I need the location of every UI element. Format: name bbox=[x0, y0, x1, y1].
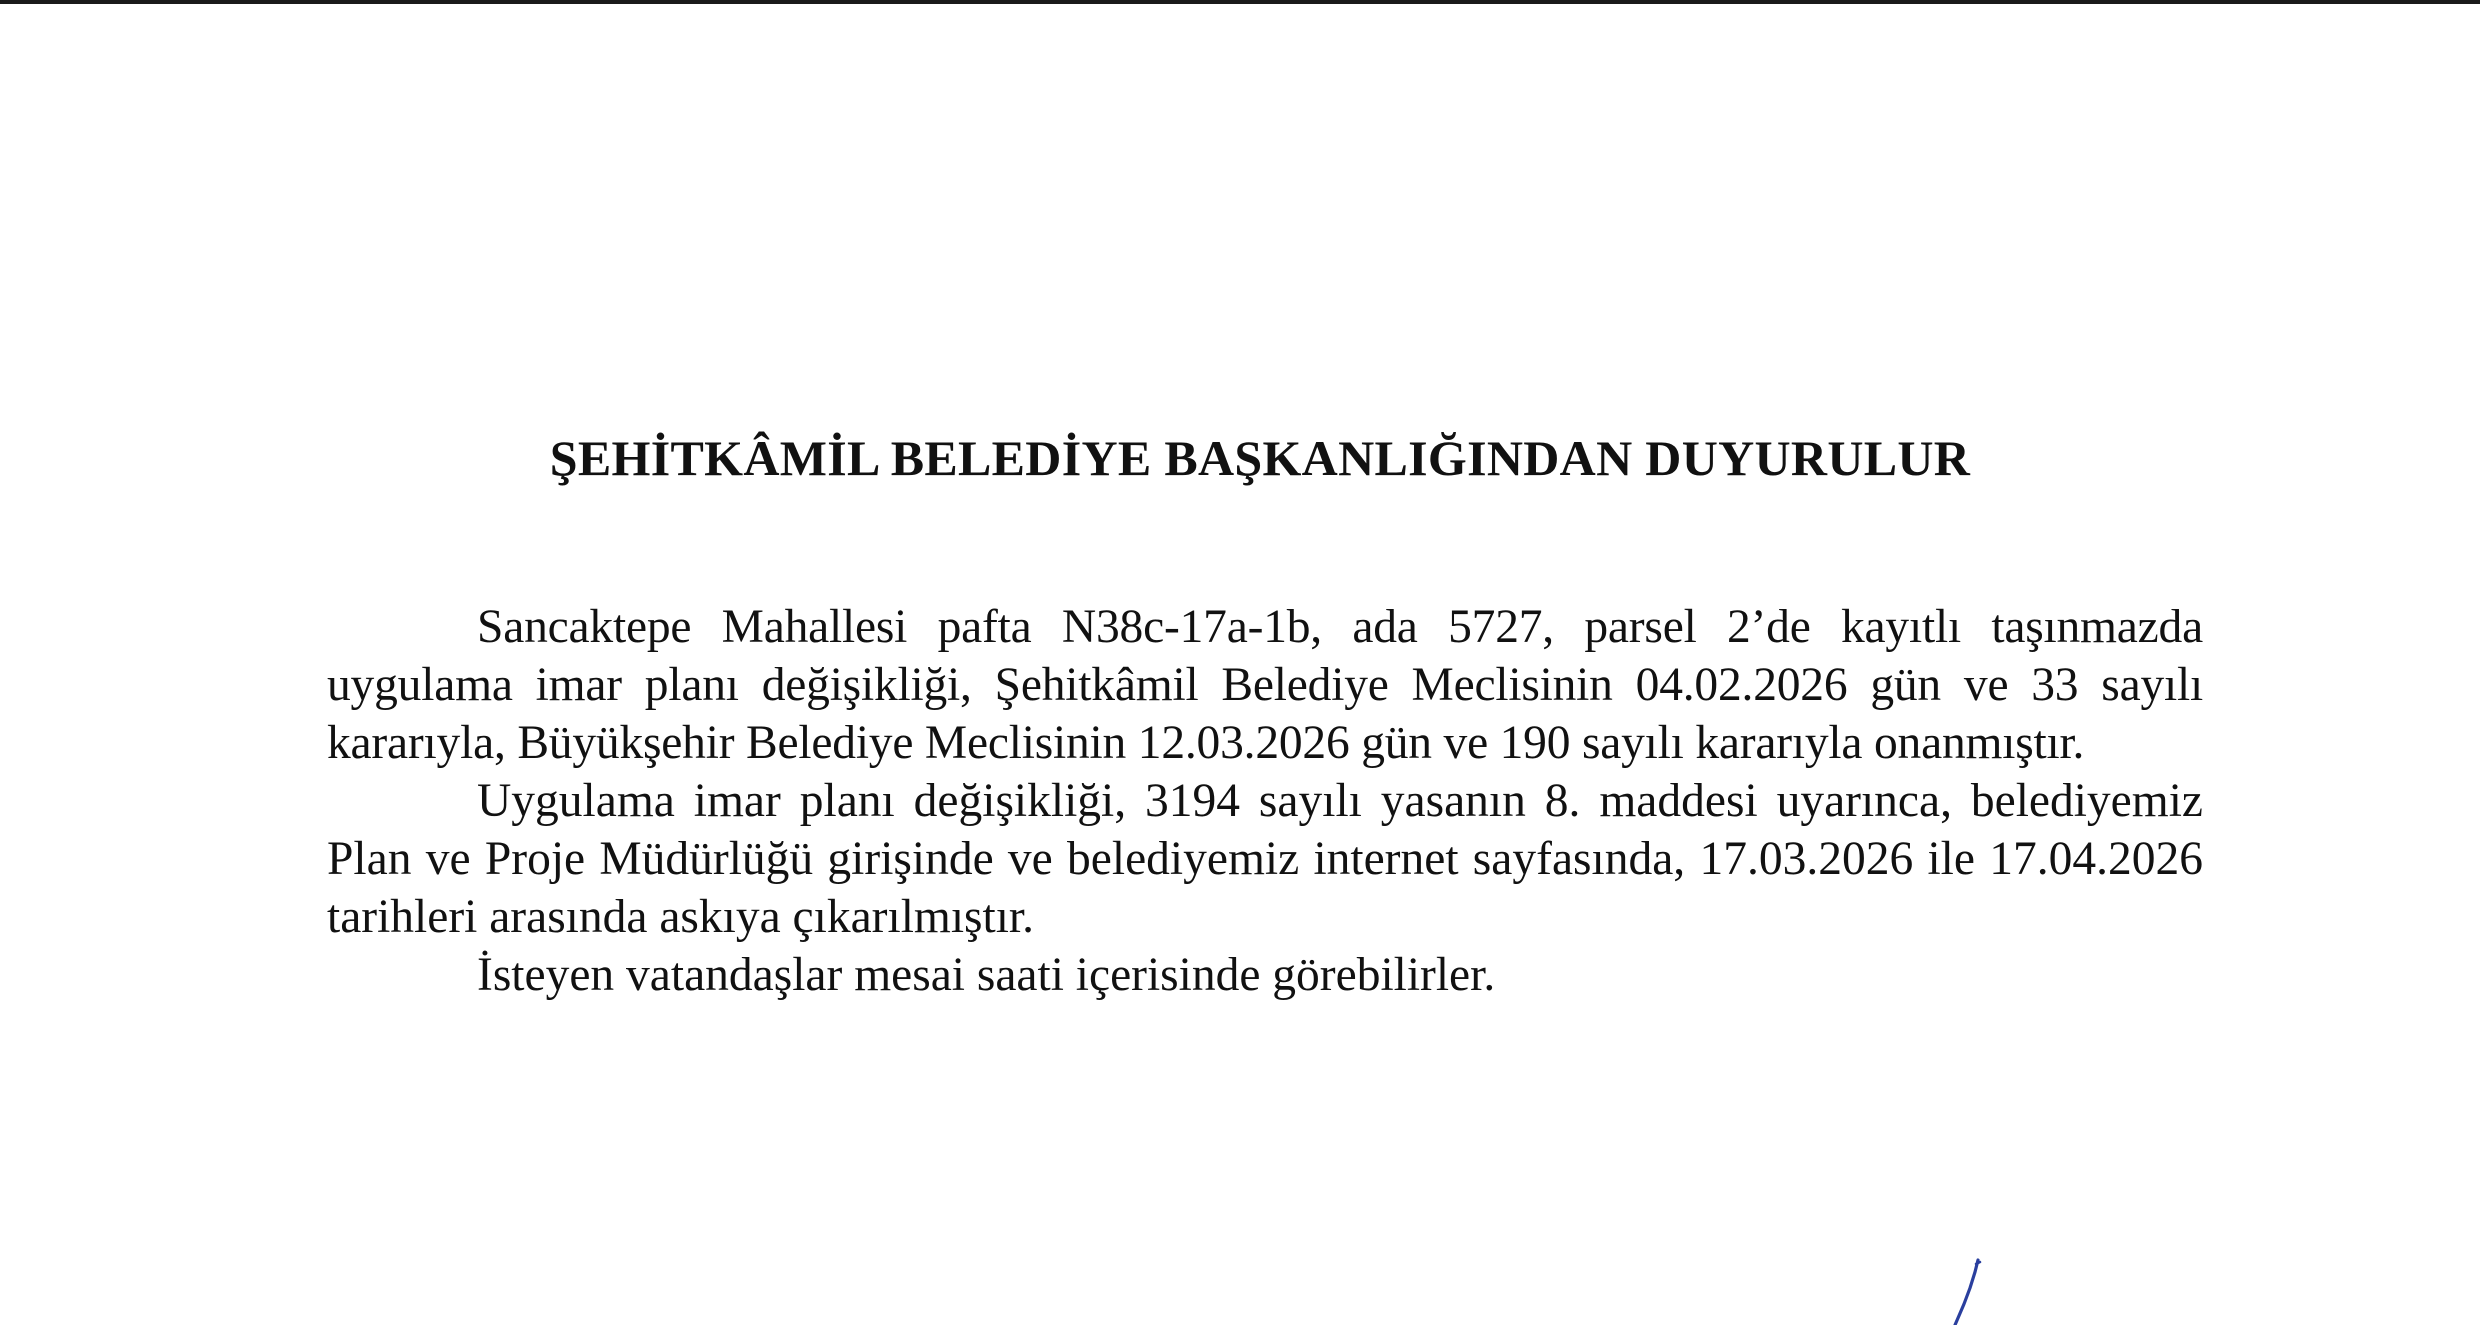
paragraph-3: İsteyen vatandaşlar mesai saati içerisinde görebilirler. bbox=[477, 949, 1496, 1001]
paragraph-2: Uygulama imar planı değişikliği, 3194 sayılı yasanın 8. maddesi uyarınca, belediyemiz Plan ve Proje Müdürlüğü girişinde ve belediyemiz internet sayfasında, 17.03.2026 ile 17.04.2026 tarihleri arasında askıya çıkarılmıştır. bbox=[327, 775, 2203, 943]
document-title: ŞEHİTKÂMİL BELEDİYE BAŞKANLIĞINDAN DUYURULUR bbox=[549, 430, 1971, 486]
signature-stroke bbox=[1940, 1258, 1990, 1325]
top-border bbox=[0, 0, 2480, 4]
document-body bbox=[327, 598, 2203, 1004]
paragraph-1: Sancaktepe Mahallesi pafta N38c-17a-1b, ada 5727, parsel 2’de kayıtlı taşınmazda uygulama imar planı değişikliği, Şehitkâmil Belediye Meclisinin 04.02.2026 gün ve 33 sayılı kararıyla, Büyükşehir Belediye Meclisinin 12.03.2026 gün ve 190 sayılı kararıyla onanmıştır. bbox=[327, 601, 2203, 769]
